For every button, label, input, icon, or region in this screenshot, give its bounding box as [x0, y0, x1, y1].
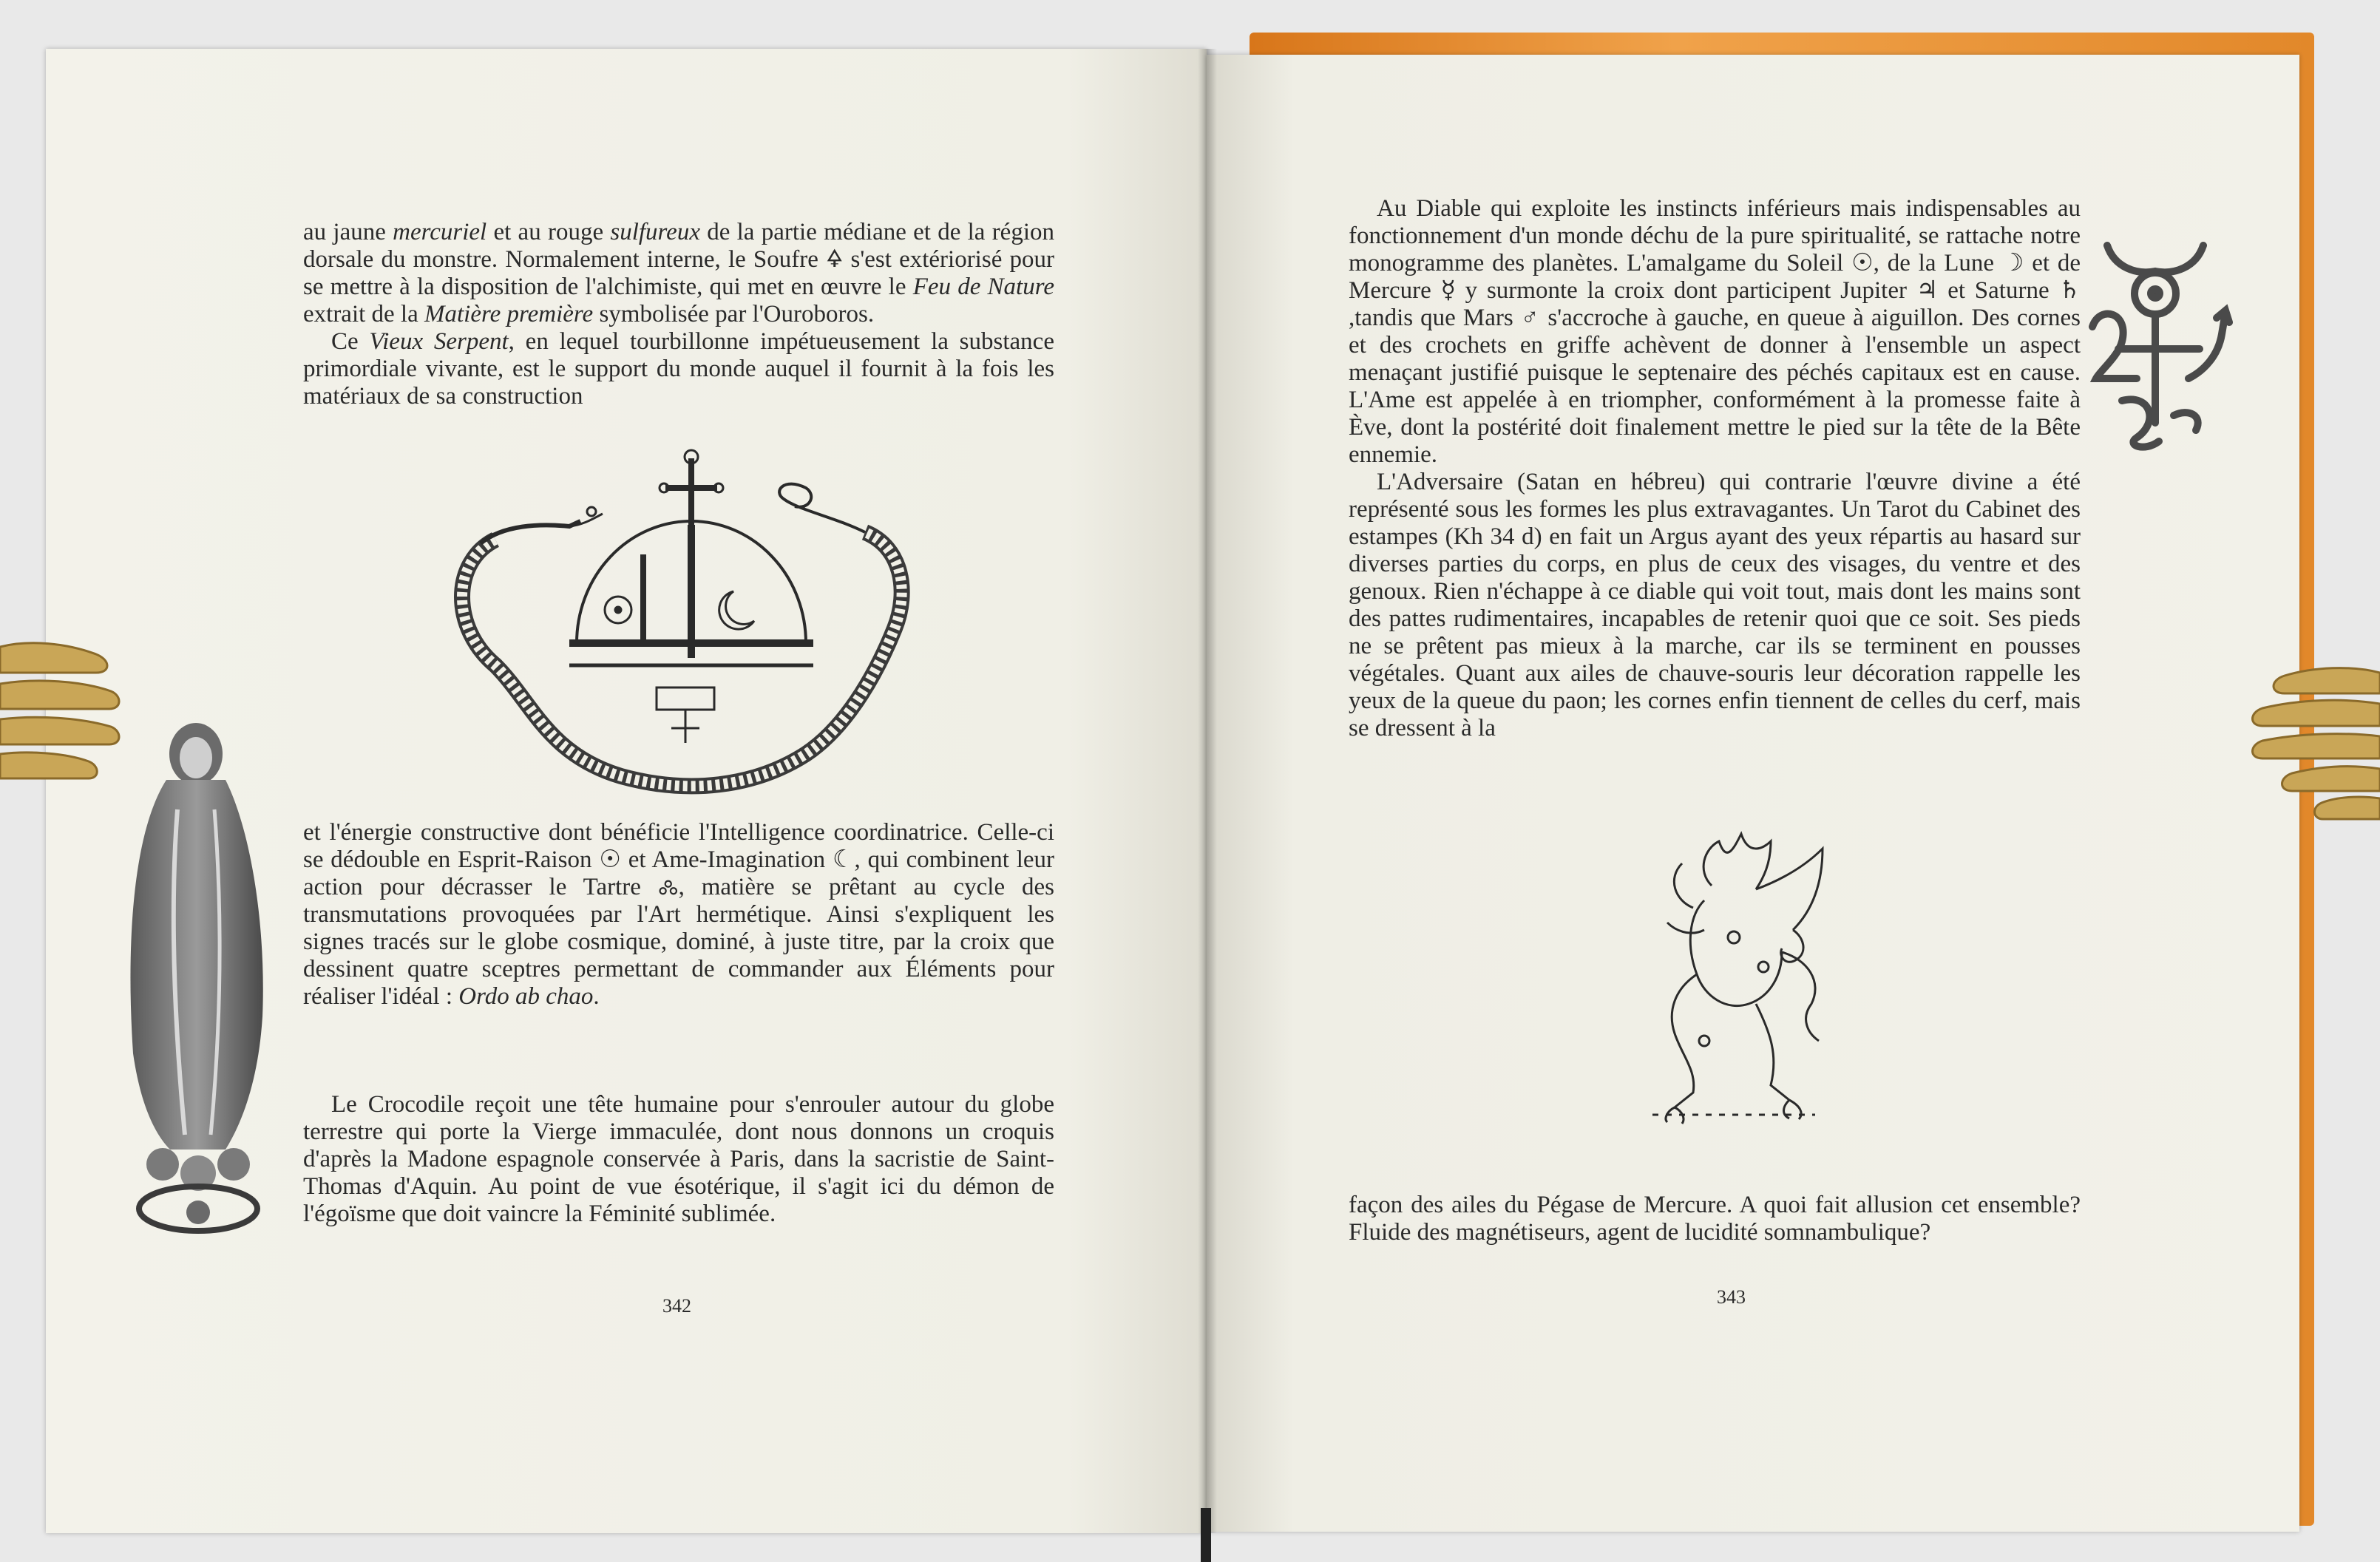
right-brass-page-holder	[2240, 658, 2380, 828]
left-paragraph-2: et l'énergie constructive dont bénéficie l'Intelligence coordinatrice. Celle-ci se dédouble en Esprit-Raison ☉ et Ame-Imagination ☾, qui combinent leur action pour décrasser le Tartre 🝆, matière se prêtant au cycle des transmutations provoquées par l'Art hermétique. Ainsi s'expliquent les signes tracés sur le globe cosmique, dominé, à juste titre, par la croix que dessinent quatre sceptres permettant de commander aux Éléments pour réaliser l'idéal : Ordo ab chao.	[303, 819, 1054, 1010]
moon-glyph: ☾	[832, 846, 855, 873]
left-paragraph-1: au jaune mercuriel et au rouge sulfureux de la partie médiane et de la région dorsale du monstre. Normalement interne, le Soufre 🜍 s'est extériorisé pour se mettre à la disposition de l'alchimiste, qui met en œuvre le Feu de Nature extrait de la Matière première symbolisée par l'Ouroboros. Ce Vieux Serpent, en lequel tourbillonne impétueusement la substance primordiale vivante, est le support du monde auquel il fournit à la fois les matériaux de sa construction	[303, 219, 1055, 410]
saturn-glyph: ♄	[2058, 277, 2081, 304]
mars-glyph: ♂	[1520, 305, 1541, 331]
mercury-glyph: ☿	[1440, 277, 1456, 304]
book-gutter	[1198, 49, 1217, 1533]
devil-illustration	[1623, 819, 1845, 1144]
moon-glyph-right: ☽	[2001, 250, 2024, 276]
sun-glyph-right: ☉	[1851, 250, 1874, 276]
right-paragraph-1: Au Diable qui exploite les instincts inférieurs mais indispensables au fonctionnement d'un monde déchu de la pure spiritualité, se rattache notre monogramme des planètes. L'amalgame du Soleil ☉, de la Lune ☽ et de Mercure ☿ y surmonte la croix dont participent Jupiter ♃ et Saturne ♄ ,tandis que Mars ♂ s'accroche à gauche, en queue à aiguillon. Des cornes et des crochets en griffe achèvent de donner à l'ensemble un aspect menaçant justifié puisque le septenaire des péchés capitaux est en cause. L'Ame est appelée à en triompher, conformément à la promesse faite à Ève, dont la postérité doit finalement mettre le pied sur la tête de la Bête ennemie. L'Adversaire (Satan en hébreu) qui contrarie l'œuvre divine a été représenté sous les formes les plus extravagantes. Un Tarot du Cabinet des estampes (Kh 34 d) en fait un Argus ayant des yeux répartis au hasard sur diverses parties du corps, en plus de ceux des visages, du ventre et des genoux. Rien n'échappe à ce diable qui voit tout, mais dont les mains sont des pattes rudimentaires, incapables de retenir quoi que ce soit. Ses pieds ne se prêtent pas mieux à la marche, car ils se terminent en pousses végétales. Quant aux ailes de chauve-souris leur décoration rappelle les yeux de la queue du paon; les cornes enfin tiennent de celles du cerf, mais se dressent à la	[1349, 195, 2081, 741]
left-brass-page-holder	[0, 632, 126, 791]
left-paragraph-3: Le Crocodile reçoit une tête humaine pour s'enrouler autour du globe terrestre qui porte la Vierge immaculée, dont nous donnons un croquis d'après la Madone espagnole conservée à Paris, dans la sacristie de Saint-Thomas d'Aquin. Au point de vue ésotérique, il s'agit ici du démon de l'égoïsme que doit vaincre la Féminité sublimée.	[303, 1091, 1054, 1227]
sulfur-glyph: 🜍	[826, 246, 844, 273]
page-number-left: 342	[662, 1295, 691, 1317]
jupiter-glyph: ♃	[1916, 277, 1939, 304]
ouroboros-globe-illustration	[436, 444, 932, 806]
madonna-illustration	[104, 721, 292, 1235]
tartar-glyph: 🝆	[657, 874, 679, 900]
right-paragraph-2: façon des ailes du Pégase de Mercure. A quoi fait allusion cet ensemble? Fluide des magnétiseurs, agent de lucidité somnambulique?	[1349, 1192, 2081, 1246]
page-number-right: 343	[1717, 1286, 1746, 1308]
sun-glyph: ☉	[599, 846, 621, 873]
bookmark-ribbon	[1201, 1508, 1211, 1562]
planetary-monogram-illustration	[2078, 231, 2233, 460]
